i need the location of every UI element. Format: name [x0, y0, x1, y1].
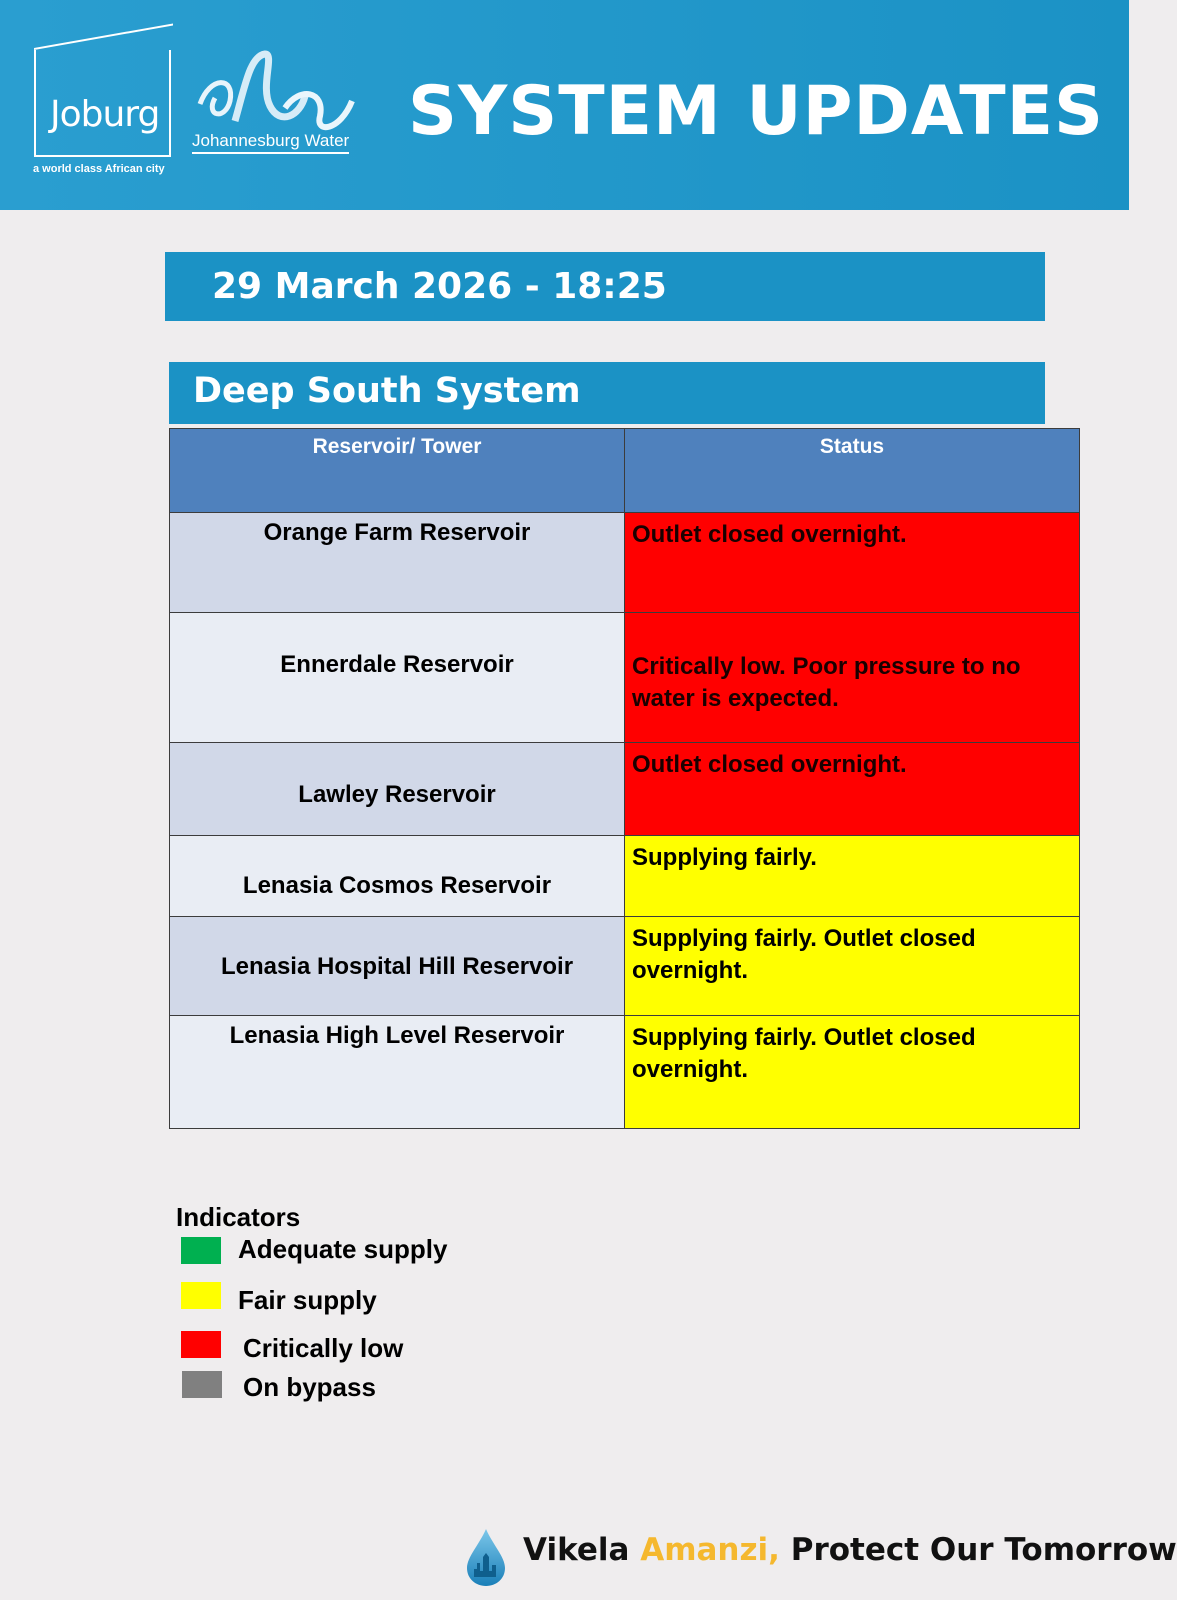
joburg-logo-text: Joburg: [50, 94, 160, 135]
reservoir-status: Outlet closed overnight.: [625, 743, 1080, 836]
table-row: [170, 513, 1080, 613]
reservoir-status: Supplying fairly. Outlet closed overnight.: [625, 917, 1080, 1016]
on-bypass-swatch: [182, 1371, 222, 1398]
joburg-logo: [50, 94, 159, 135]
reservoir-status: Outlet closed overnight.: [625, 513, 1080, 613]
reservoir-name: Lenasia Cosmos Reservoir: [170, 836, 625, 917]
column-header-status: Status: [625, 429, 1080, 513]
adequate-supply-swatch: [181, 1237, 221, 1264]
reservoir-name: Lawley Reservoir: [170, 743, 625, 836]
page-title: SYSTEM UPDATES: [408, 72, 1105, 151]
reservoir-status-table: [169, 428, 1080, 1129]
slogan-part-1: Vikela: [523, 1532, 641, 1568]
water-drop-icon: [465, 1527, 507, 1587]
indicators-title: Indicators: [176, 1202, 301, 1232]
reservoir-name: Lenasia Hospital Hill Reservoir: [170, 917, 625, 1016]
table-row: [170, 1016, 1080, 1129]
system-title: Deep South System: [193, 371, 581, 411]
legend-label: Adequate supply: [238, 1234, 448, 1264]
table-row: [170, 836, 1080, 917]
reservoir-name: Orange Farm Reservoir: [170, 513, 625, 613]
header-banner: [0, 0, 1129, 210]
joburg-tagline: a world class African city: [33, 163, 165, 175]
legend-label: Fair supply: [238, 1285, 377, 1315]
reservoir-status: Critically low. Poor pressure to no water is expected.: [625, 613, 1080, 743]
column-header-reservoir: Reservoir/ Tower: [170, 429, 625, 513]
footer-slogan: [465, 1527, 1177, 1587]
reservoir-name: Lenasia High Level Reservoir: [170, 1016, 625, 1129]
fair-supply-swatch: [181, 1282, 221, 1309]
johannesburg-water-text: Johannesburg Water: [192, 131, 349, 154]
date-bar: [165, 252, 1045, 321]
reservoir-status: Supplying fairly. Outlet closed overnight.: [625, 1016, 1080, 1129]
legend-label: On bypass: [243, 1372, 376, 1402]
indicators-legend: [176, 1202, 448, 1402]
slogan-text: [523, 1532, 1177, 1568]
slogan-accent: Amanzi,: [640, 1532, 780, 1568]
slogan-part-3: Protect Our Tomorrow: [779, 1532, 1177, 1568]
legend-label: Critically low: [243, 1333, 404, 1363]
table-row: [170, 917, 1080, 1016]
critically-low-swatch: [181, 1331, 221, 1358]
system-bar: [169, 362, 1045, 424]
table-row: [170, 613, 1080, 743]
update-timestamp: 29 March 2026 - 18:25: [212, 266, 667, 307]
reservoir-name: Ennerdale Reservoir: [170, 613, 625, 743]
reservoir-status: Supplying fairly.: [625, 836, 1080, 917]
table-row: [170, 743, 1080, 836]
table-header-row: [170, 429, 1080, 513]
